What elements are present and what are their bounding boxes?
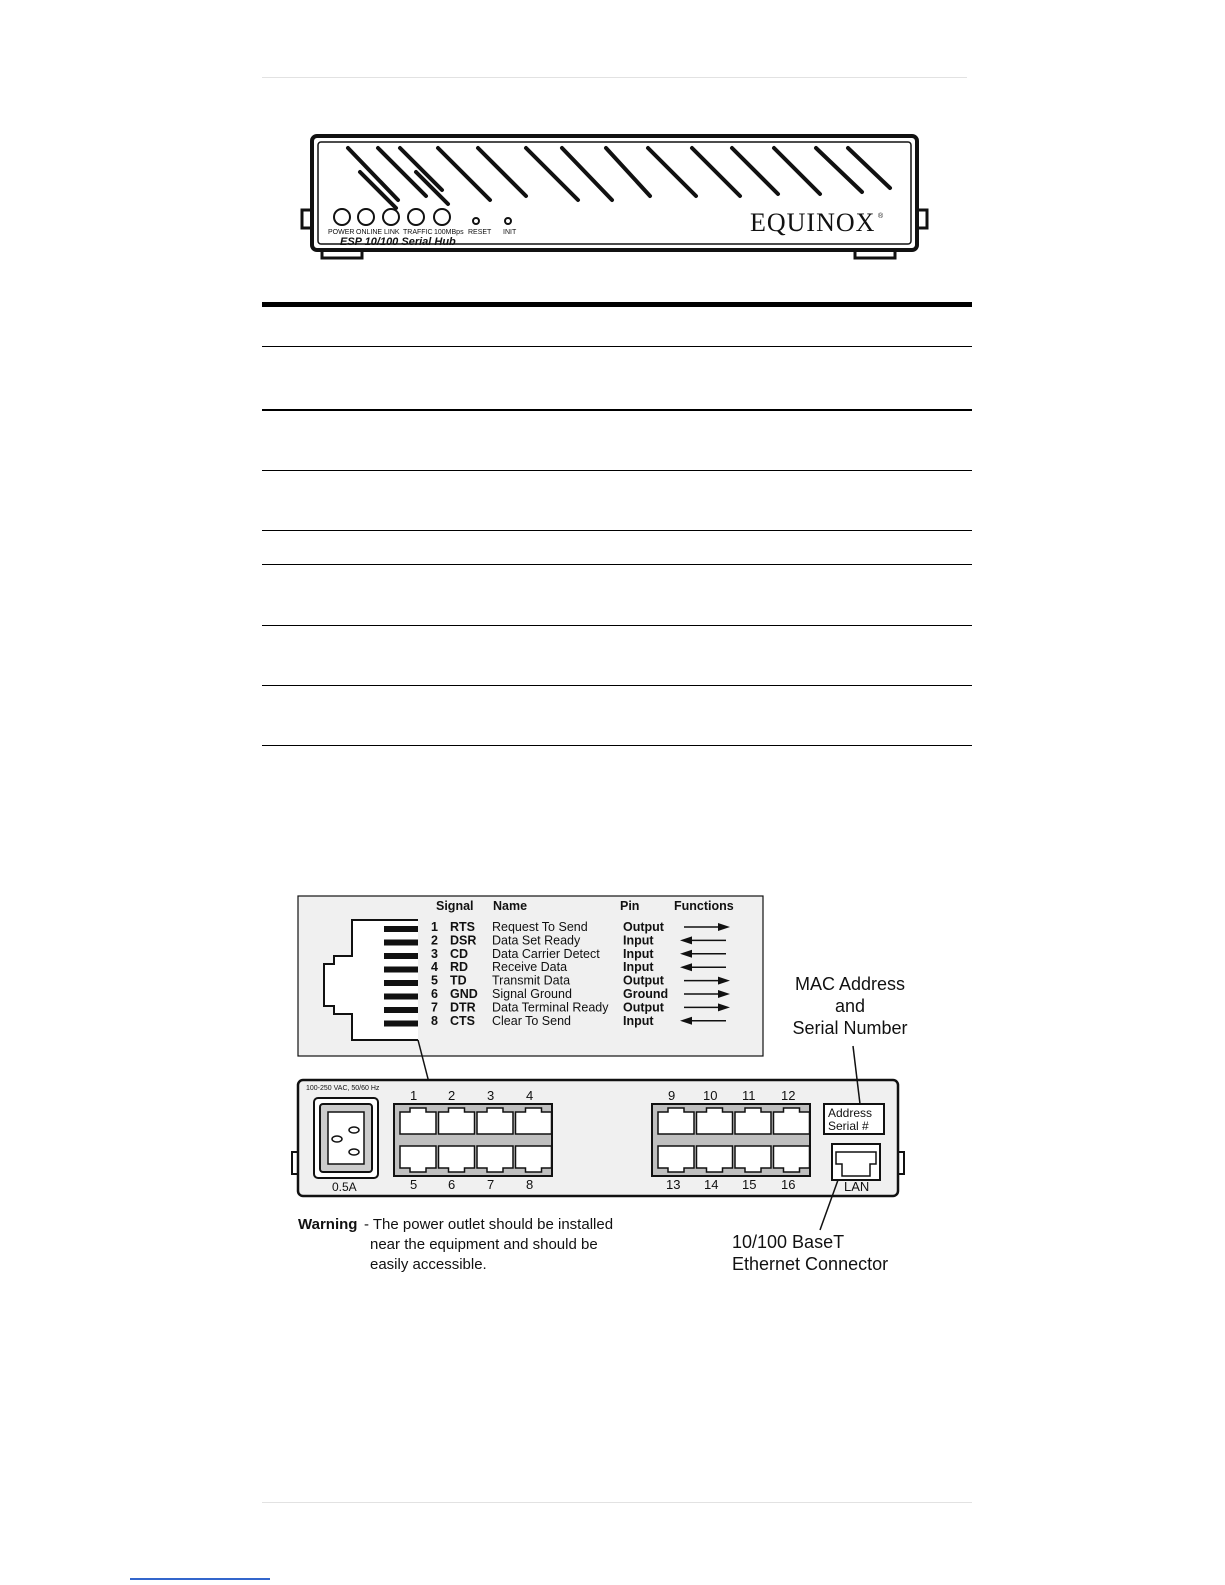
top-hairline — [262, 77, 967, 78]
pin-name: Clear To Send — [492, 1013, 571, 1028]
serial-port — [774, 1146, 810, 1172]
pin-name: Request To Send — [492, 920, 588, 934]
mac-callout-line-1: MAC Address — [794, 974, 906, 994]
pin-number: 4 — [431, 960, 438, 975]
pin-name: Receive Data — [492, 960, 568, 975]
table-top-rule — [262, 302, 972, 307]
pin-name: Data Set Ready — [492, 933, 581, 948]
pin-signal: CTS — [450, 1013, 475, 1028]
pin-number: 6 — [431, 987, 438, 1001]
pin-direction-label: Input — [623, 946, 654, 961]
serial-port — [477, 1146, 513, 1172]
port-number: 6 — [448, 1177, 456, 1192]
pin-name: Data Terminal Ready — [492, 1000, 609, 1015]
header-functions: Functions — [674, 899, 734, 913]
serial-port — [658, 1108, 694, 1134]
mac-callout-line-2: and — [834, 996, 866, 1016]
power-rating: 100-250 VAC, 50/60 Hz — [306, 1085, 380, 1092]
port-number: 7 — [487, 1177, 495, 1192]
serial-port — [697, 1146, 733, 1172]
pin-direction-label: Ground — [623, 987, 669, 1001]
pin-direction-label: Input — [623, 960, 654, 975]
warning-line-1: - The power outlet should be installed — [364, 1216, 614, 1233]
led-label-100mbps: 100MBps — [434, 229, 464, 236]
port-number: 14 — [704, 1177, 719, 1192]
pin-number: 1 — [431, 920, 438, 934]
pin-direction-label: Output — [623, 1000, 664, 1015]
port-number: 13 — [666, 1177, 681, 1192]
warning-label: Warning — [298, 1216, 358, 1233]
table-rule — [262, 685, 972, 686]
port-number: 2 — [448, 1088, 456, 1103]
serial-port — [477, 1108, 513, 1134]
pin-signal: GND — [450, 987, 478, 1001]
rj45-pin — [384, 980, 418, 986]
pin-name: Transmit Data — [492, 973, 571, 988]
brand-mark: ® — [878, 213, 884, 220]
pin-name: Data Carrier Detect — [492, 946, 600, 961]
warning-line-2: near the equipment and should be — [370, 1236, 598, 1253]
pin-number: 5 — [431, 973, 438, 988]
port-number: 5 — [410, 1177, 418, 1192]
pin-direction-label: Output — [623, 920, 664, 934]
pin-number: 7 — [431, 1000, 438, 1015]
serial-port — [774, 1108, 810, 1134]
rj45-pin — [384, 1007, 418, 1013]
header-signal: Signal — [436, 899, 474, 913]
address-label-line-2: Serial # — [828, 1119, 869, 1133]
port-number: 15 — [742, 1177, 757, 1192]
serial-port — [400, 1146, 436, 1172]
pin-signal: TD — [450, 973, 467, 988]
pin-number: 8 — [431, 1013, 438, 1028]
ethernet-callout-line-1: 10/100 BaseT — [732, 1232, 845, 1252]
serial-port — [516, 1108, 552, 1134]
rj45-pin — [384, 967, 418, 973]
pin-direction-label: Input — [623, 933, 654, 948]
bottom-hairline — [262, 1502, 972, 1503]
brand-logo: EQUINOX — [750, 208, 876, 237]
led-label-online: ONLINE — [356, 229, 383, 236]
pin-signal: RD — [450, 960, 469, 975]
rj45-pin — [384, 926, 418, 932]
rear-panel-diagram — [290, 890, 930, 1290]
footer-link-underline[interactable] — [130, 1578, 270, 1580]
mac-callout-line-3: Serial Number — [792, 1018, 908, 1038]
ethernet-callout-line-2: Ethernet Connector — [732, 1254, 889, 1274]
rj45-pin — [384, 953, 418, 959]
pin-signal: RTS — [450, 920, 475, 934]
warning-line-3: easily accessible. — [370, 1256, 487, 1273]
table-rule — [262, 409, 972, 411]
rj45-pin — [384, 994, 418, 1000]
fuse-label: 0.5A — [332, 1180, 357, 1194]
pin-number: 2 — [431, 933, 438, 948]
table-rule — [262, 346, 972, 347]
port-number: 12 — [781, 1088, 796, 1103]
port-number: 1 — [410, 1088, 418, 1103]
rj45-pin — [384, 940, 418, 946]
led-label-power: POWER — [328, 229, 355, 236]
lan-label: LAN — [844, 1179, 870, 1194]
pin-signal: DSR — [450, 933, 477, 948]
header-pin: Pin — [620, 899, 640, 913]
serial-port — [697, 1108, 733, 1134]
serial-port — [658, 1146, 694, 1172]
serial-port — [439, 1146, 475, 1172]
pin-direction-label: Output — [623, 973, 664, 988]
serial-port — [735, 1146, 771, 1172]
pin-number: 3 — [431, 946, 438, 961]
rj45-pin — [384, 1021, 418, 1027]
table-rule — [262, 530, 972, 531]
port-number: 9 — [668, 1088, 676, 1103]
port-number: 16 — [781, 1177, 796, 1192]
port-number: 11 — [742, 1088, 756, 1103]
port-number: 10 — [703, 1088, 718, 1103]
led-label-link: LINK — [384, 229, 400, 236]
table-rule — [262, 745, 972, 746]
port-number: 8 — [526, 1177, 534, 1192]
pin-name: Signal Ground — [492, 987, 572, 1001]
table-rule — [262, 625, 972, 626]
pin-signal: DTR — [450, 1000, 476, 1015]
port-number: 3 — [487, 1088, 495, 1103]
table-rule — [262, 470, 972, 471]
pin-signal: CD — [450, 946, 469, 961]
led-label-traffic: TRAFFIC — [403, 229, 433, 236]
serial-port — [400, 1108, 436, 1134]
reset-label: RESET — [468, 229, 492, 236]
header-name: Name — [493, 899, 528, 913]
pin-direction-label: Input — [623, 1013, 654, 1028]
serial-port — [735, 1108, 771, 1134]
table-rule — [262, 564, 972, 565]
port-number: 4 — [526, 1088, 534, 1103]
address-label-line-1: Address — [828, 1106, 873, 1120]
front-panel-illustration — [300, 130, 935, 265]
serial-port — [439, 1108, 475, 1134]
serial-port — [516, 1146, 552, 1172]
model-name: ESP 10/100 Serial Hub — [340, 236, 456, 248]
init-label: INIT — [503, 229, 517, 236]
